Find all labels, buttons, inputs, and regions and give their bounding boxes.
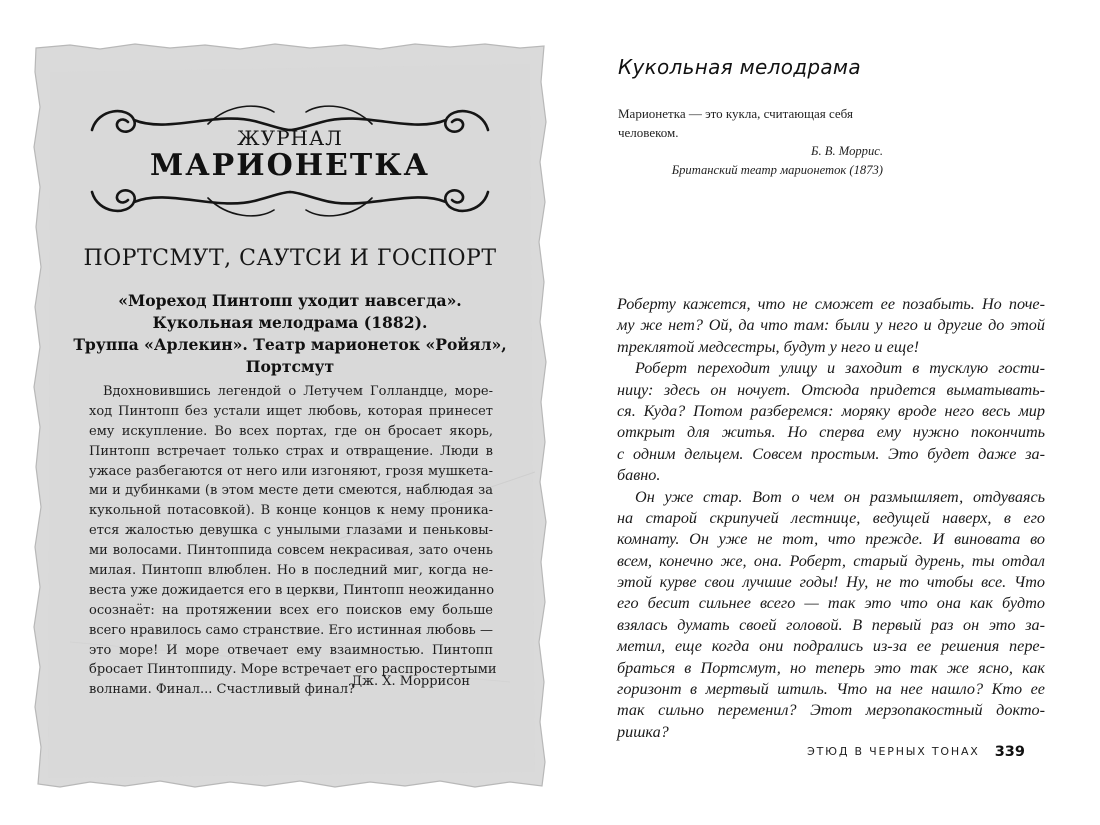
text-line: ришка? <box>617 722 669 741</box>
text-line: ему искупление. Во всех портах, где он бросает якорь, <box>89 423 493 439</box>
text-line: браться в Портсмут, но теперь это так же ясно, как <box>617 658 1045 677</box>
text-line: открыт для житья. Но сперва ему нужно покончить <box>617 423 1045 442</box>
text-line: на старой скрипучей лестнице, ведущей наверх, в его <box>617 508 1045 527</box>
text-line: так сильно переменил? Этот мерзопакостный докто- <box>617 701 1045 720</box>
page-number: 339 <box>994 743 1025 760</box>
subtitle-line: Труппа «Арлекин». Театр марионеток «Ройял», <box>73 335 507 354</box>
text-line: ми и дубинками (в этом месте дети смеются, наблюдая за <box>89 483 493 499</box>
running-footer <box>807 741 1025 760</box>
epigraph <box>618 104 888 142</box>
text-line: Роберт переходит улицу и заходит в тусклую гости- <box>635 359 1045 378</box>
magazine-name: МАРИОНЕТКА <box>150 148 430 183</box>
text-line: Он уже стар. Вот о чем он размышляет, отдуваясь <box>635 487 1045 506</box>
text-line: этой курве свои лучшие годы! Ну, не то чтобы все. Что <box>617 573 1045 592</box>
text-line: комнату. Он уже не тот, что прежде. И виновата во <box>617 530 1045 549</box>
epigraph-line: Марионетка — это кукла, считающая себя <box>618 106 853 121</box>
magazine-name-small: ЖУРНАЛ <box>237 126 343 150</box>
text-line: му же нет? Ой, да что там: были у него и другие до этой <box>617 316 1045 335</box>
text-line: треклятой медсестры, будут у него и еще! <box>617 337 920 356</box>
story-text <box>617 294 1045 743</box>
text-line: ется жалостью девушка с унылыми глазами и пеньковы- <box>89 523 493 539</box>
text-line: осознаёт: на протяжении всех его поисков ему больше <box>89 602 493 618</box>
review-author: Дж. Х. Моррисон <box>351 674 470 689</box>
text-line: ми волосами. Пинтоппида совсем некрасивая, зато очень <box>89 543 493 559</box>
text-line: бросает Пинтоппиду. Море встречает его распростертыми <box>89 662 497 678</box>
chapter-title: Кукольная мелодрама <box>618 55 861 79</box>
text-line: ницу: здесь он ночует. Отсюда придется выматывать- <box>617 380 1045 399</box>
text-line: взялась думать своей головой. В первый раз он это за- <box>617 615 1045 634</box>
text-line: Вдохновившись легендой о Летучем Голландце, море- <box>103 384 493 399</box>
text-line: горизонт в мертвый штиль. Что на нее нашло? Кто ее <box>617 680 1045 699</box>
text-line: милая. Пинтопп влюблен. Но в последний миг, когда не- <box>89 563 493 579</box>
text-line: это море! И море отвечает ему взаимностью. Пинтопп <box>89 642 493 658</box>
epigraph-source: Британский театр марионеток (1873) <box>671 163 883 177</box>
text-line: с одним дельцем. Совсем простым. Это будет даже за- <box>617 444 1045 463</box>
epigraph-attribution <box>672 142 883 180</box>
performance-title <box>70 290 510 378</box>
subtitle-line: Кукольная мелодрама (1882). <box>152 313 428 332</box>
newspaper-clipping <box>30 42 550 790</box>
text-line: веста уже дожидается его в церкви, Пинтопп неожиданно <box>89 582 495 598</box>
text-line: его бесит сильнее всего — так это что она как будто <box>617 594 1045 613</box>
review-text <box>89 382 497 700</box>
text-line: ужасе разбегаются от него или изгоняют, грозя мушкета- <box>89 463 493 479</box>
text-line: Пинтопп встречает только страх и отвращение. Люди в <box>89 443 493 459</box>
text-line: ход Пинтопп без устали ищет любовь, которая принесет <box>89 403 493 419</box>
text-line: кукольной потасовкой). В конце концов к нему проника- <box>89 503 493 519</box>
subtitle-line: «Мореход Пинтопп уходит навсегда». <box>118 291 462 310</box>
text-line: Роберту кажется, что не сможет ее позабыть. Но поче- <box>617 295 1045 313</box>
text-line: всего нравилось само странствие. Его истинная любовь — <box>89 622 493 638</box>
subtitle-line: Портсмут <box>245 357 335 376</box>
book-title: ЭТЮД В ЧЕРНЫХ ТОНАХ <box>807 745 980 758</box>
text-line: волнами. Финал... Счастливый финал? <box>89 682 356 698</box>
clipping-heading: ПОРТСМУТ, САУТСИ И ГОСПОРТ <box>83 246 497 271</box>
text-line: метил, еще когда они подрались из-за ее решения пере- <box>617 637 1045 656</box>
text-line: ся. Куда? Потом разберемся: моряку вроде него весь мир <box>617 401 1045 420</box>
epigraph-author: Б. В. Моррис. <box>811 144 883 158</box>
scroll-flourish-icon <box>88 182 492 222</box>
epigraph-line: человеком. <box>618 125 679 140</box>
text-line: всем, конечно же, она. Роберт, старый дурень, ты отдал <box>617 551 1045 570</box>
text-line: бавно. <box>617 466 661 485</box>
